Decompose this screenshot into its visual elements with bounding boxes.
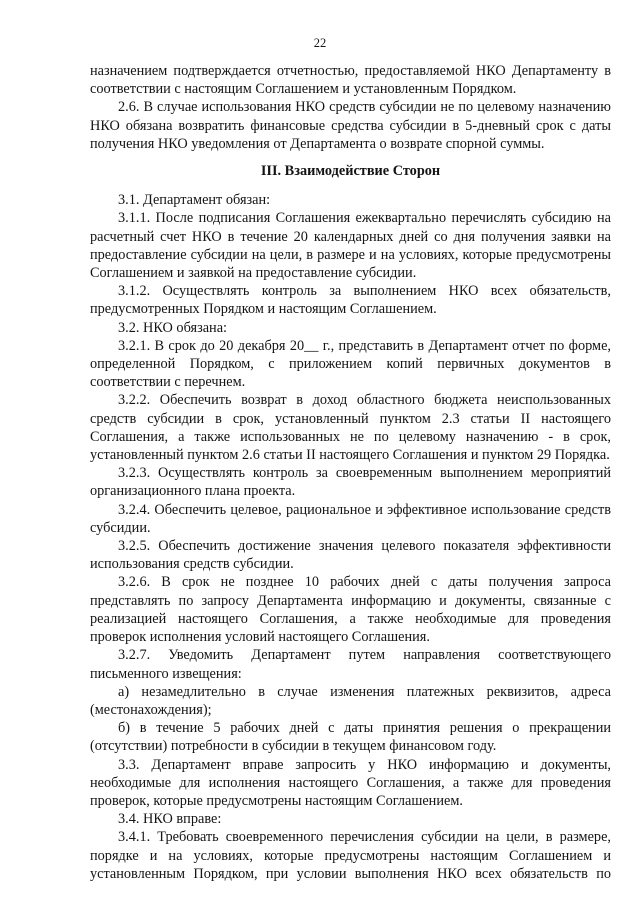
paragraph-2-6: 2.6. В случае использования НКО средств субсидии не по целевому назначению НКО обязана возвратить финансовые средства субсидии в 5-дневный срок с даты получения НКО уведомления от Департамента о возврате спорной суммы. [90, 99, 611, 152]
paragraph-3-3: 3.3. Департамент вправе запросить у НКО информацию и документы, необходимые для исполнения настоящего Соглашения, а также для проведения проверок, которые предусмотрены настоящим Соглашением. [90, 756, 611, 809]
paragraph-3-2-2: 3.2.2. Обеспечить возврат в доход областного бюджета неиспользованных средств субсидии в срок, установленный пунктом 2.3 статьи II настоящего Соглашения, а также использованных не по целевому назначению - в срок, установленный пунктом 2.6 статьи II настоящего Соглашения и пунктом 29 Порядка. [90, 392, 611, 464]
paragraph-3-2-3: 3.2.3. Осуществлять контроль за своевременным выполнением мероприятий организационного плана проекта. [90, 465, 611, 500]
paragraph-continuation: назначением подтверждается отчетностью, предоставляемой НКО Департаменту в соответствии с настоящим Соглашением и установленным Порядком. [90, 63, 611, 98]
paragraph-3-2-4: 3.2.4. Обеспечить целевое, рациональное и эффективное использование средств субсидии. [90, 501, 611, 536]
paragraph-3-2-7: 3.2.7. Уведомить Департамент путем направления соответствующего письменного извещения: [90, 647, 611, 682]
paragraph-3-4-1: 3.4.1. Требовать своевременного перечисления субсидии на цели, в размере, порядке и на условиях, которые предусмотрены настоящим Соглашением и установленным Порядком, при условии выполнения НКО всех обязательств по [90, 829, 611, 882]
paragraph-3-2-6: 3.2.6. В срок не позднее 10 рабочих дней с даты получения запроса представлять по запросу Департамента информацию и документы, связанные с реализацией настоящего Соглашения, а также необходимые для проведения проверок исполнения условий настоящего Соглашения. [90, 574, 611, 646]
paragraph-3-1: 3.1. Департамент обязан: [118, 192, 271, 209]
paragraph-3-4: 3.4. НКО вправе: [118, 811, 222, 828]
document-body [90, 62, 611, 883]
paragraph-3-1-1: 3.1.1. После подписания Соглашения ежеквартально перечислять субсидию на расчетный счет НКО в течение 20 календарных дней со дня получения заявки на предоставление субсидии на цели, в размере и на условиях, которые предусмотрены Соглашением и заявкой на предоставление субсидии. [90, 210, 611, 282]
paragraph-3-1-2: 3.1.2. Осуществлять контроль за выполнением НКО всех обязательств, предусмотренных Порядком и настоящим Соглашением. [90, 283, 611, 318]
section-heading: III. Взаимодействие Сторон [260, 163, 441, 180]
list-item-b: б) в течение 5 рабочих дней с даты принятия решения о прекращении (отсутствии) потребности в субсидии в текущем финансовом году. [90, 720, 611, 755]
paragraph-3-2: 3.2. НКО обязана: [118, 319, 228, 336]
list-item-a: а) незамедлительно в случае изменения платежных реквизитов, адреса (местонахождения); [90, 683, 611, 718]
paragraph-3-2-1: 3.2.1. В срок до 20 декабря 20__ г., представить в Департамент отчет по форме, определенной Порядком, с приложением копий первичных документов в соответствии с перечнем. [90, 337, 611, 391]
paragraph-3-2-5: 3.2.5. Обеспечить достижение значения целевого показателя эффективности использования средств субсидии. [90, 538, 611, 573]
page-number: 22 [313, 36, 327, 50]
